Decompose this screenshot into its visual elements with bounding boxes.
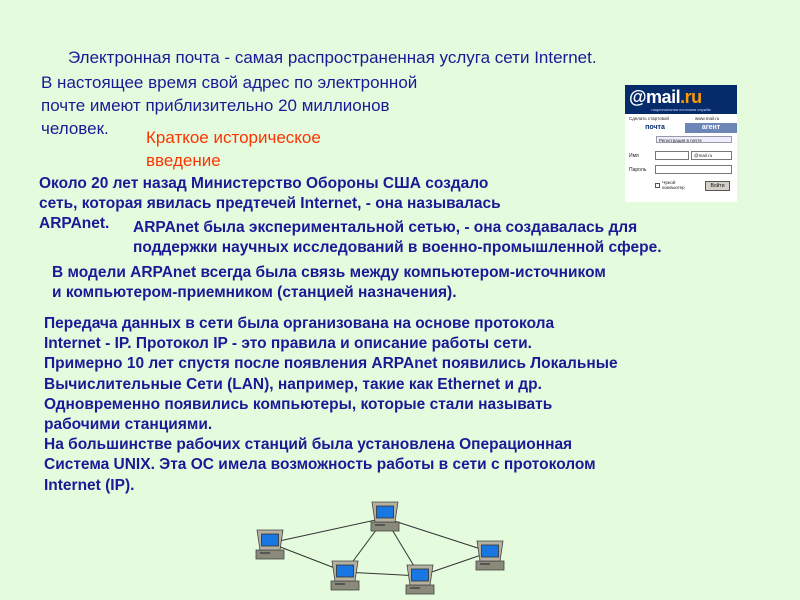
make-start-link[interactable]: Сделать стартовой [629,116,669,121]
mailru-widget [625,85,737,202]
mailru-tabs [625,123,737,133]
mailru-login-form [625,133,737,202]
paragraph-protocol: Передача данных в сети была организована на основе протокола Internet - IP. Протокол IP - это правила и описание работы сети. Примерно 10 лет спустя после появления ARPAnet появились Локальные Вычислительные Сети (LAN), например, такие как Ethernet и др. Одновременно появились компьютеры, которые стали называть рабочими станциями. На большинстве рабочих станций была установлена Операционная Система UNIX. Эта ОС имела возможность работы в сети с протоколом Internet (IP). [44,315,618,494]
section-subtitle: Краткое историческое введение [146,128,321,170]
mailru-links [625,114,737,123]
password-input[interactable] [655,165,732,174]
paragraph-arpanet: ARPAnet была экспериментальной сетью, - она создавалась для поддержки научных исследований в военно-промышленной сфере. [133,219,662,256]
mailru-logo: @mail.ru [629,87,702,107]
foreign-computer-checkbox[interactable] [655,183,660,188]
workstation-icon [371,502,399,531]
tab-agent[interactable]: агент [685,123,737,133]
workstation-icon [331,561,359,590]
name-label: Имя [629,153,639,159]
password-label: Пароль [629,167,647,173]
page-title: Электронная почта - самая распространенная услуга сети Internet. [68,48,597,67]
login-input[interactable] [655,151,689,160]
paragraph-dod: Около 20 лет назад Министерство Обороны США создало сеть, которая явилась предтечей Internet, - она называлась ARPAnet. [39,175,501,232]
paragraph-model: В модели ARPAnet всегда была связь между компьютером-источником и компьютером-приемником (станцией назначения). [52,264,606,301]
site-link[interactable]: www.mail.ru [695,116,720,121]
network-illustration [220,488,520,600]
login-button[interactable]: Войти [705,181,730,191]
workstation-icon [476,541,504,570]
register-link[interactable]: Регистрация в почте [656,136,732,143]
tab-mail[interactable]: почта [625,123,685,133]
domain-select[interactable]: @mail.ru [691,151,732,160]
intro-text: В настоящее время свой адрес по электронной почте имеют приблизительно 20 миллионов человек. [41,73,418,138]
workstation-icon [256,530,284,559]
workstation-icon [406,565,434,594]
mailru-tagline: национальная почтовая служба [651,107,711,112]
foreign-computer-label: Чужой компьютер [662,180,685,190]
